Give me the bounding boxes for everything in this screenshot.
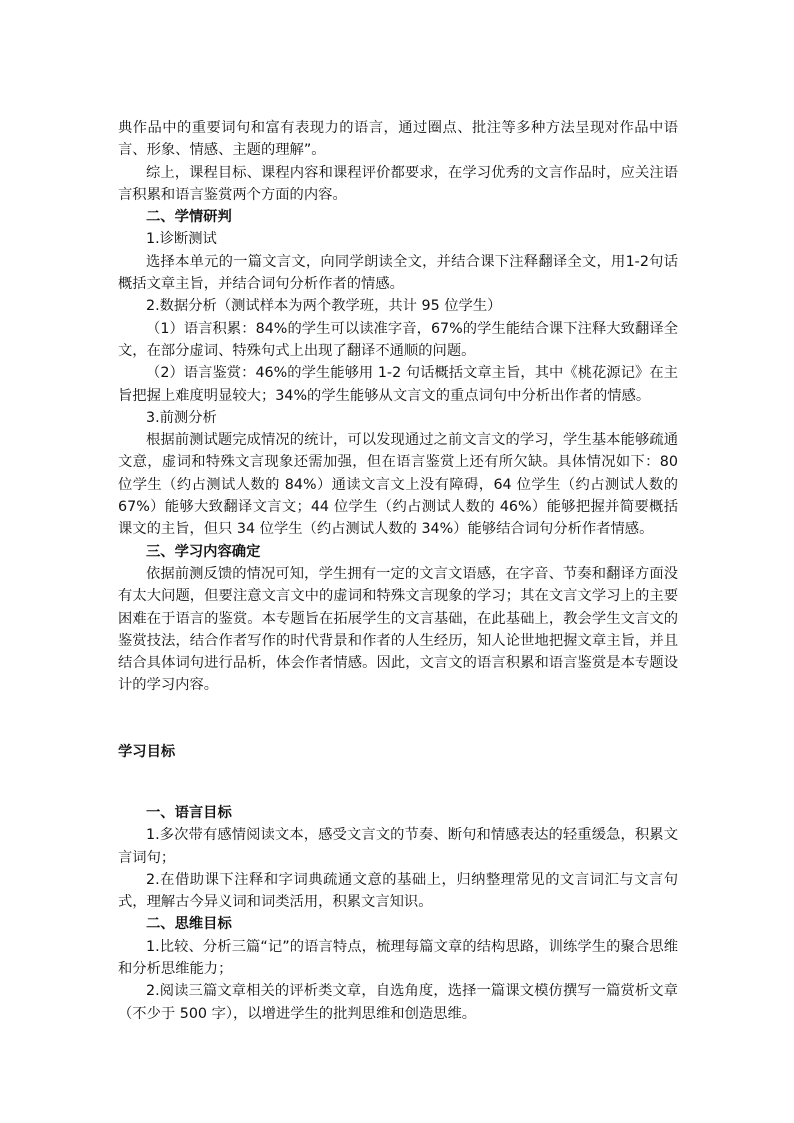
paragraph-language-2: 2.在借助课下注释和字词典疏通文意的基础上，归纳整理常见的文言词汇与文言句式，理解古今异义词和词类活用，积累文言知识。	[118, 871, 678, 911]
heading-thinking-goals: 二、思维目标	[146, 916, 232, 933]
heading-xueqing: 二、学情研判	[146, 209, 232, 226]
paragraph-continued: 典作品中的重要词句和富有表现力的语言，通过圈点、批注等多种方法呈现对作品中语言、形象、情感、主题的理解”。	[118, 120, 678, 159]
paragraph-data-2: （2）语言鉴赏：46%的学生能够用 1-2 句话概括文章主旨，其中《桃花源记》在主旨把握上难度明显较大；34%的学生能够从文言文的重点词句中分析出作者的情感。	[118, 365, 678, 404]
heading-content: 三、学习内容确定	[146, 543, 261, 560]
paragraph-language-1: 1.多次带有感情阅读文本，感受文言文的节奏、断句和情感表达的轻重缓急，积累文言词句；	[118, 827, 678, 866]
paragraph-pretest: 根据前测试题完成情况的统计，可以发现通过之前文言文的学习，学生基本能够疏通文意，虚词和特殊文言现象还需加强，但在语言鉴赏上还有所欠缺。具体情况如下：80 位学生（约占测试人数的 84%）通读文言文上没有障碍，64 位学生（约占测试人数的 67%）能够大致翻译文言文；44 位学生（约占测试人数的 46%）能够把握并简要概括课文的主旨，但只 34 位学生（约占测试人数的 34%）能够结合词句分析作者情感。	[118, 432, 678, 538]
paragraph-summary: 综上，课程目标、课程内容和课程评价都要求，在学习优秀的文言作品时，应关注语言积累和语言鉴赏两个方面的内容。	[118, 164, 678, 203]
paragraph-content: 依据前测反馈的情况可知，学生拥有一定的文言文语感，在字音、节奏和翻译方面没有太大问题，但要注意文言文中的虚词和特殊文言现象的学习；其在文言文学习上的主要困难在于语言的鉴赏。本专题旨在拓展学生的文言基础，在此基础上，教会学生文言文的鉴赏技法，结合作者写作的时代背景和作者的人生经历，知人论世地把握文章主旨，并且结合具体词句进行品析，体会作者情感。因此，文言文的语言积累和语言鉴赏是本专题设计的学习内容。	[118, 565, 678, 694]
section-title-goals: 学习目标	[118, 744, 176, 760]
subheading-pretest: 3.前测分析	[146, 409, 217, 426]
heading-language-goals: 一、语言目标	[146, 805, 232, 821]
paragraph-diagnosis: 选择本单元的一篇文言文，向同学朗读全文，并结合课下注释翻译全文，用1-2句话概括文章主旨，并结合词句分析作者的情感。	[118, 253, 678, 293]
document-body-part1	[118, 117, 678, 697]
subheading-diagnosis: 1.诊断测试	[146, 231, 217, 248]
document-body-part2	[118, 802, 678, 1025]
paragraph-data-1: （1）语言积累：84%的学生可以读准字音，67%的学生能结合课下注释大致翻译全文，在部分虚词、特殊句式上出现了翻译不通顺的问题。	[118, 320, 678, 359]
subheading-data-analysis: 2.数据分析（测试样本为两个教学班，共计 95 位学生）	[146, 298, 502, 315]
paragraph-thinking-1: 1.比较、分析三篇“记”的语言特点，梳理每篇文章的结构思路，训练学生的聚合思维和分析思维能力；	[118, 938, 678, 978]
paragraph-thinking-2: 2.阅读三篇文章相关的评析类文章，自选角度，选择一篇课文模仿撰写一篇赏析文章（不少于 500 字），以增进学生的批判思维和创造思维。	[118, 983, 678, 1022]
